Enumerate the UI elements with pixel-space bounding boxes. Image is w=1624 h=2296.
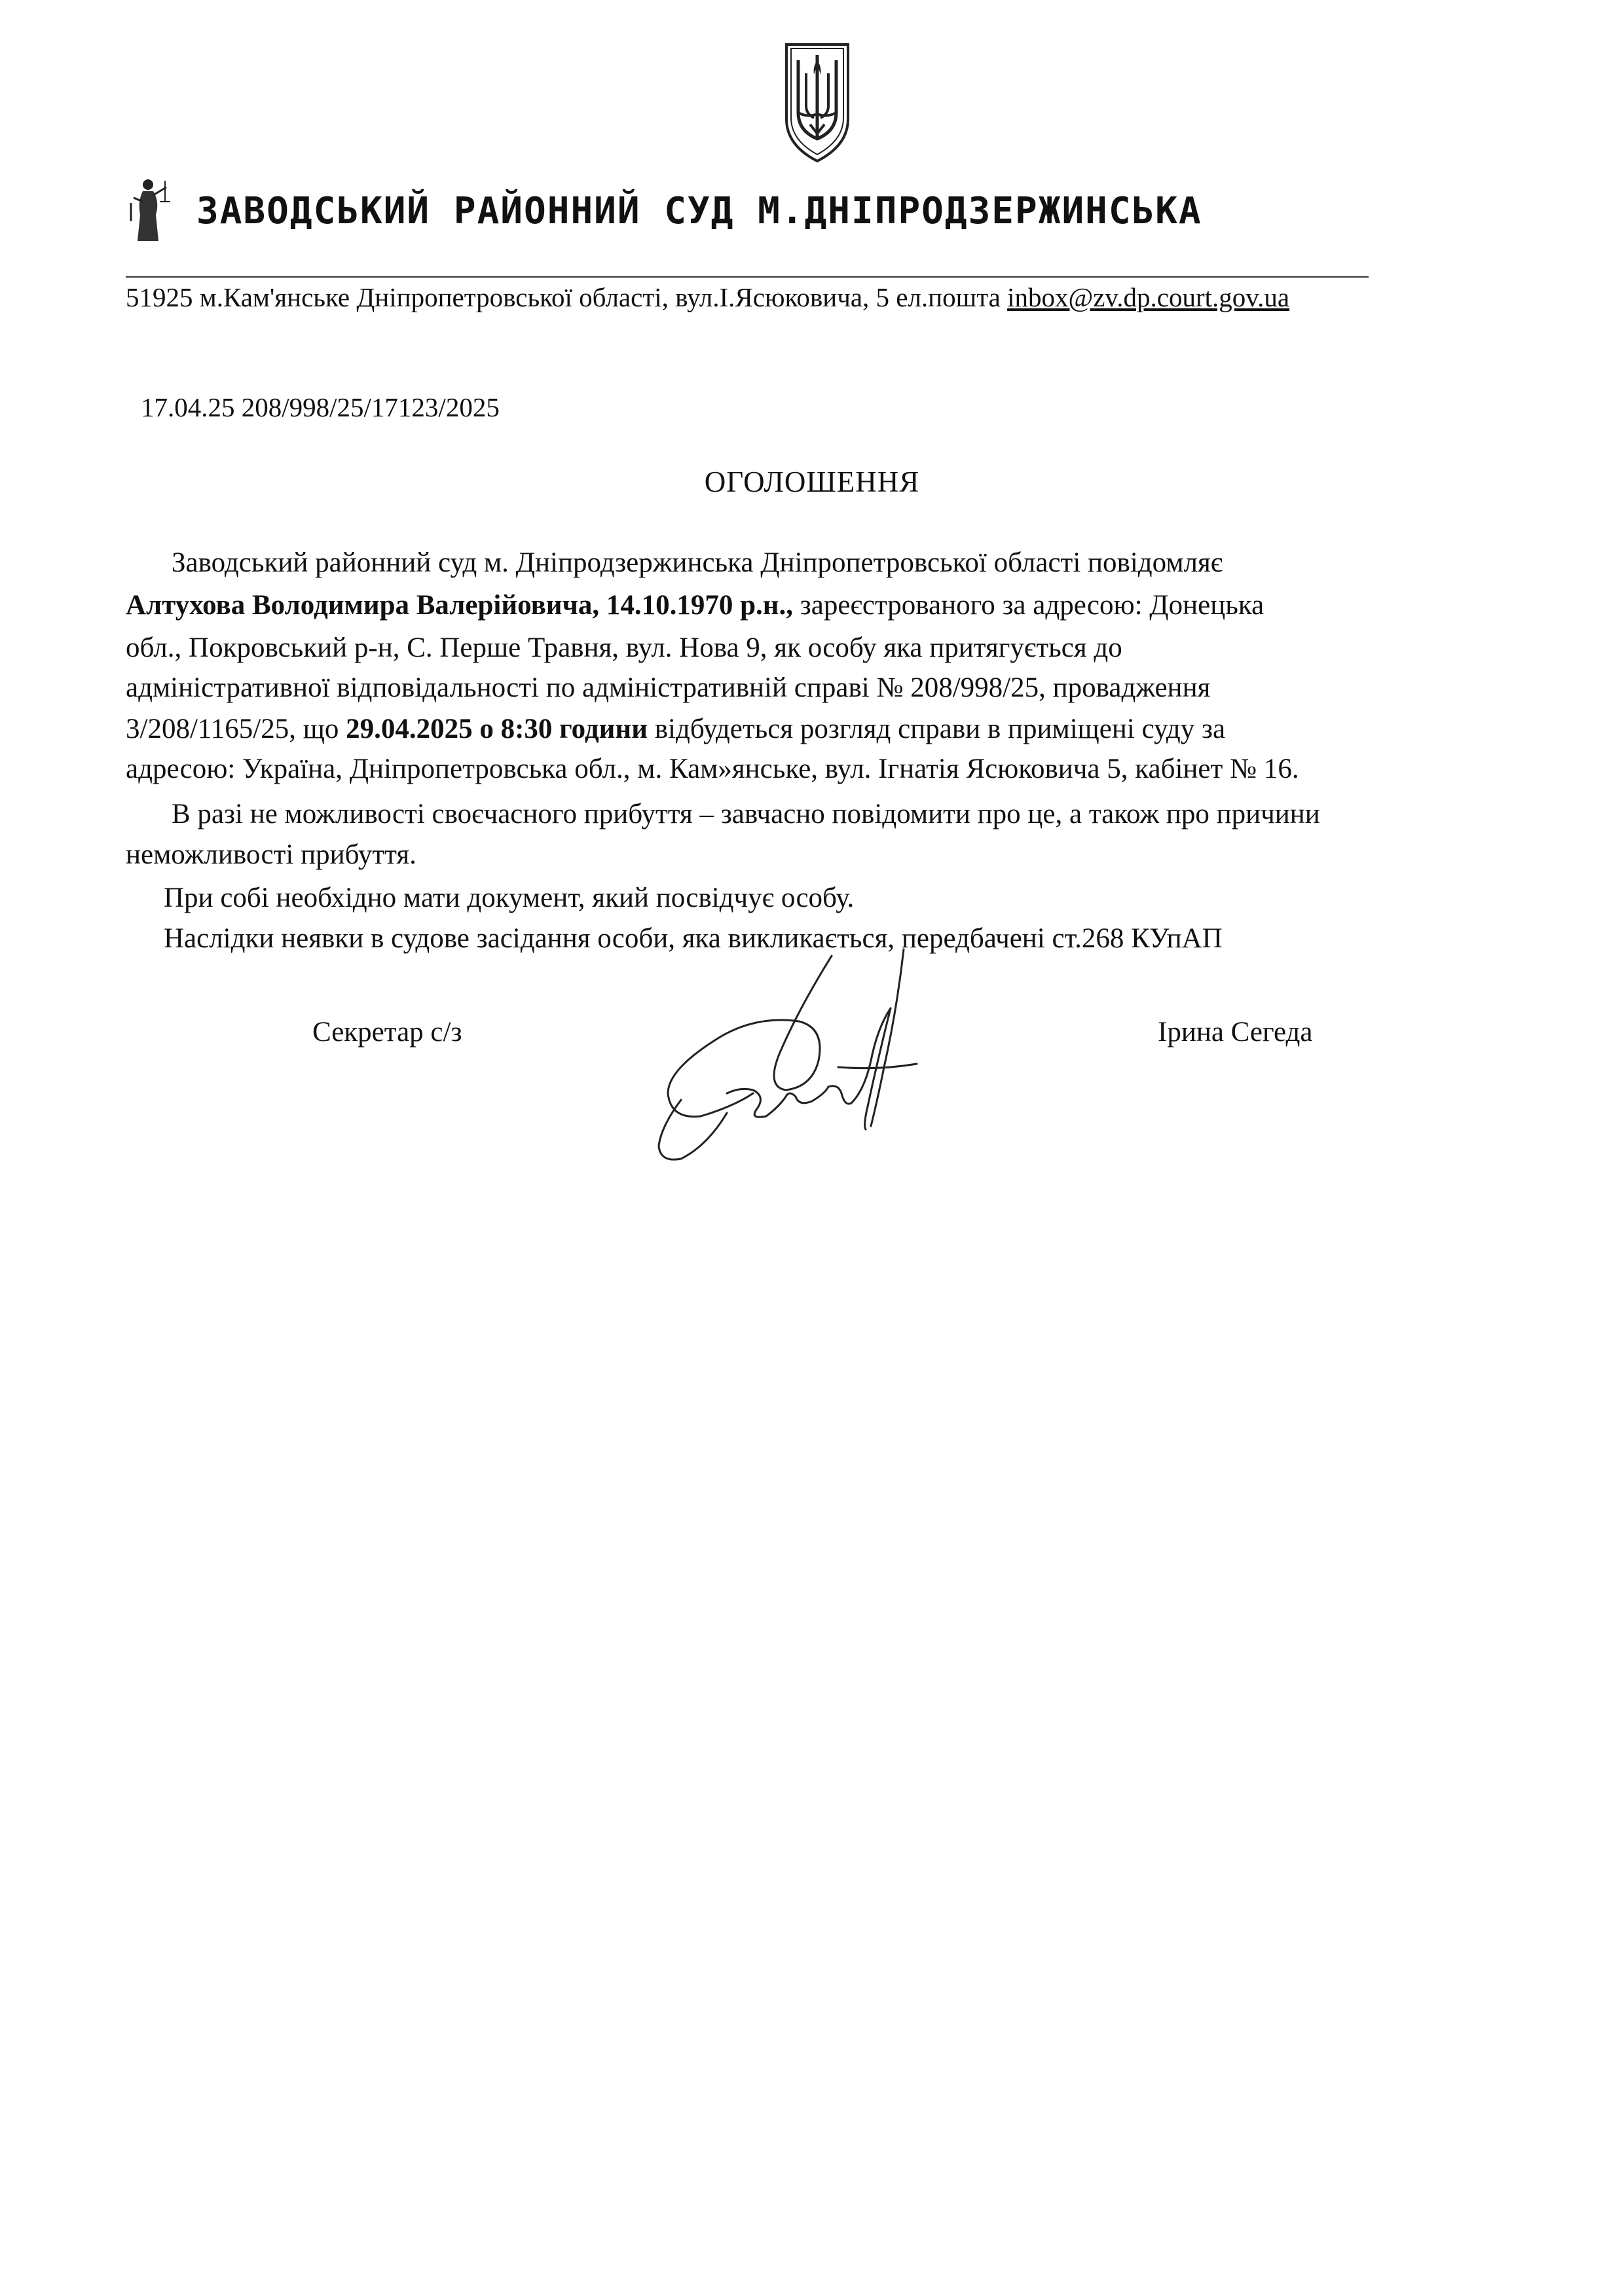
court-address — [126, 282, 1289, 313]
document-date-number: 17.04.25 208/998/25/17123/2025 — [141, 392, 500, 422]
court-name-heading: ЗАВОДСЬКИЙ РАЙОННИЙ СУД М.ДНІПРОДЗЕРЖИНСЬКА — [196, 190, 1202, 232]
body-text: відбудеться розгляд справи в приміщені суду за — [647, 714, 1226, 744]
body-line: неможливості прибуття. — [126, 839, 416, 870]
header-divider — [126, 276, 1369, 278]
body-line: обл., Покровський р-н, С. Перше Травня, вул. Нова 9, як особу яка притягується до — [126, 632, 1122, 663]
address-text: 51925 м.Кам'янське Дніпропетровської області, вул.І.Ясюковича, 5 ел.пошта — [126, 282, 1008, 312]
body-line: При собі необхідно мати документ, який посвідчує особу. — [164, 883, 855, 913]
document-title: ОГОЛОШЕННЯ — [704, 465, 920, 498]
body-text: 3/208/1165/25, що — [126, 714, 346, 744]
body-line: адресою: Україна, Дніпропетровська обл., м. Кам»янське, вул. Ігнатія Ясюковича 5, кабінет № 16. — [126, 754, 1299, 784]
themis-emblem-icon — [128, 175, 170, 244]
body-line: адміністративної відповідальності по адміністративній справі № 208/998/25, провадження — [126, 672, 1211, 703]
hearing-datetime: 29.04.2025 о 8:30 години — [346, 714, 648, 744]
signer-name: Ірина Сегеда — [1158, 1017, 1313, 1048]
coat-of-arms-icon — [781, 41, 853, 165]
body-line: В разі не можливості своєчасного прибуття – завчасно повідомити про це, а також про причини — [172, 799, 1320, 829]
signer-role: Секретар с/з — [312, 1017, 462, 1048]
handwritten-signature — [642, 930, 995, 1172]
body-line: Заводський районний суд м. Дніпродзержинська Дніпропетровської області повідомляє — [172, 547, 1223, 578]
body-line — [126, 715, 1225, 743]
body-line — [126, 591, 1264, 619]
person-name-dob: Алтухова Володимира Валерійовича, 14.10.1970 р.н., — [126, 590, 794, 621]
email-link[interactable]: inbox@zv.dp.court.gov.ua — [1007, 282, 1290, 312]
body-text: зареєстрованого за адресою: Донецька — [793, 590, 1264, 621]
body-line: Наслідки неявки в судове засідання особи, яка викликається, передбачені ст.268 КУпАП — [164, 923, 1223, 954]
